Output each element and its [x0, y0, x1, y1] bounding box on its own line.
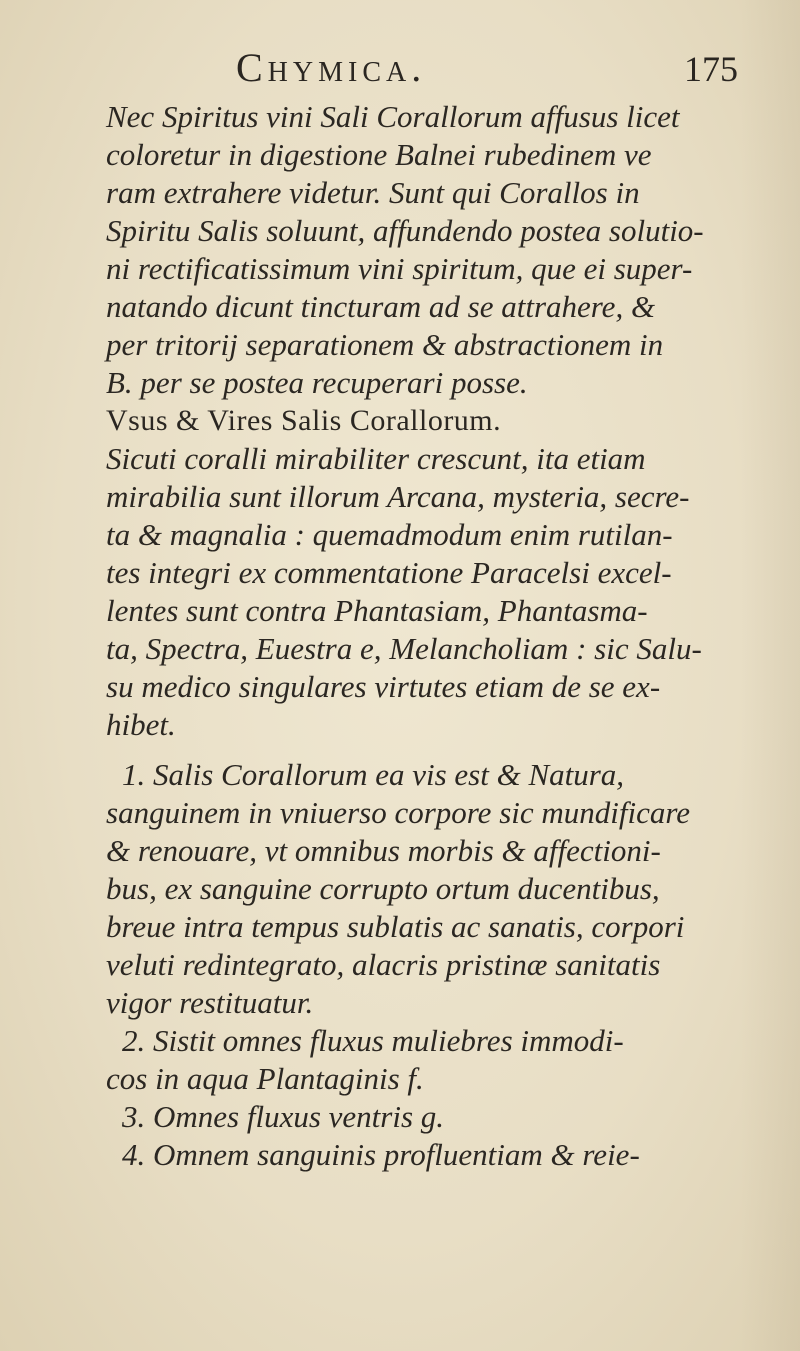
- text-line: ni rectificatissimum vini spiritum, que ei super-: [106, 251, 693, 286]
- body-text: [106, 98, 766, 1174]
- text-line: 1. Salis Corallorum ea vis est & Natura,: [122, 757, 625, 792]
- text-line: per tritorij separationem & abstractionem in: [106, 327, 664, 362]
- text-line: ta & magnalia : quemadmodum enim rutilan-: [106, 517, 673, 552]
- text-line: coloretur in digestione Balnei rubedinem ve: [106, 137, 652, 172]
- text-line: B. per se postea recuperari posse.: [106, 365, 528, 400]
- text-line: tes integri ex commentatione Paracelsi excel-: [106, 555, 672, 590]
- text-line: su medico singulares virtutes etiam de se ex-: [106, 669, 661, 704]
- text-line: mirabilia sunt illorum Arcana, mysteria, secre-: [106, 479, 690, 514]
- text-line: 4. Omnem sanguinis profluentiam & reie-: [122, 1137, 640, 1172]
- text-line: Sicuti coralli mirabiliter crescunt, ita etiam: [106, 441, 646, 476]
- numbered-item: [106, 1098, 766, 1136]
- paragraph: [106, 98, 766, 402]
- text-line: Spiritu Salis soluunt, affundendo postea solutio-: [106, 213, 704, 248]
- paragraph: [106, 440, 766, 744]
- text-line: 2. Sistit omnes fluxus muliebres immodi-: [122, 1023, 624, 1058]
- page-header: [0, 44, 800, 94]
- numbered-item: [106, 1136, 766, 1174]
- text-line: hibet.: [106, 707, 176, 742]
- page-number: 175: [684, 49, 738, 89]
- text-line: veluti redintegrato, alacris pristinæ sanitatis: [106, 947, 661, 982]
- text-line: sanguinem in vniuerso corpore sic mundificare: [106, 795, 691, 830]
- heading-line: Vsus & Vires Salis Corallorum.: [106, 404, 502, 437]
- text-line: cos in aqua Plantaginis f.: [106, 1061, 424, 1096]
- text-line: vigor restituatur.: [106, 985, 314, 1020]
- text-line: & renouare, vt omnibus morbis & affectioni-: [106, 833, 661, 868]
- section-heading: [106, 402, 766, 440]
- text-line: bus, ex sanguine corrupto ortum ducentibus,: [106, 871, 660, 906]
- numbered-item: [106, 1022, 766, 1098]
- text-line: natando dicunt tincturam ad se attrahere, &: [106, 289, 656, 324]
- numbered-item: [106, 756, 766, 1022]
- text-line: breue intra tempus sublatis ac sanatis, corpori: [106, 909, 685, 944]
- running-title: Chymica.: [236, 45, 427, 90]
- text-line: 3. Omnes fluxus ventris g.: [122, 1099, 445, 1134]
- text-line: lentes sunt contra Phantasiam, Phantasma-: [106, 593, 648, 628]
- text-line: Nec Spiritus vini Sali Corallorum affusus licet: [106, 99, 680, 134]
- text-line: ram extrahere videtur. Sunt qui Corallos in: [106, 175, 640, 210]
- text-line: ta, Spectra, Euestra e, Melancholiam : sic Salu-: [106, 631, 702, 666]
